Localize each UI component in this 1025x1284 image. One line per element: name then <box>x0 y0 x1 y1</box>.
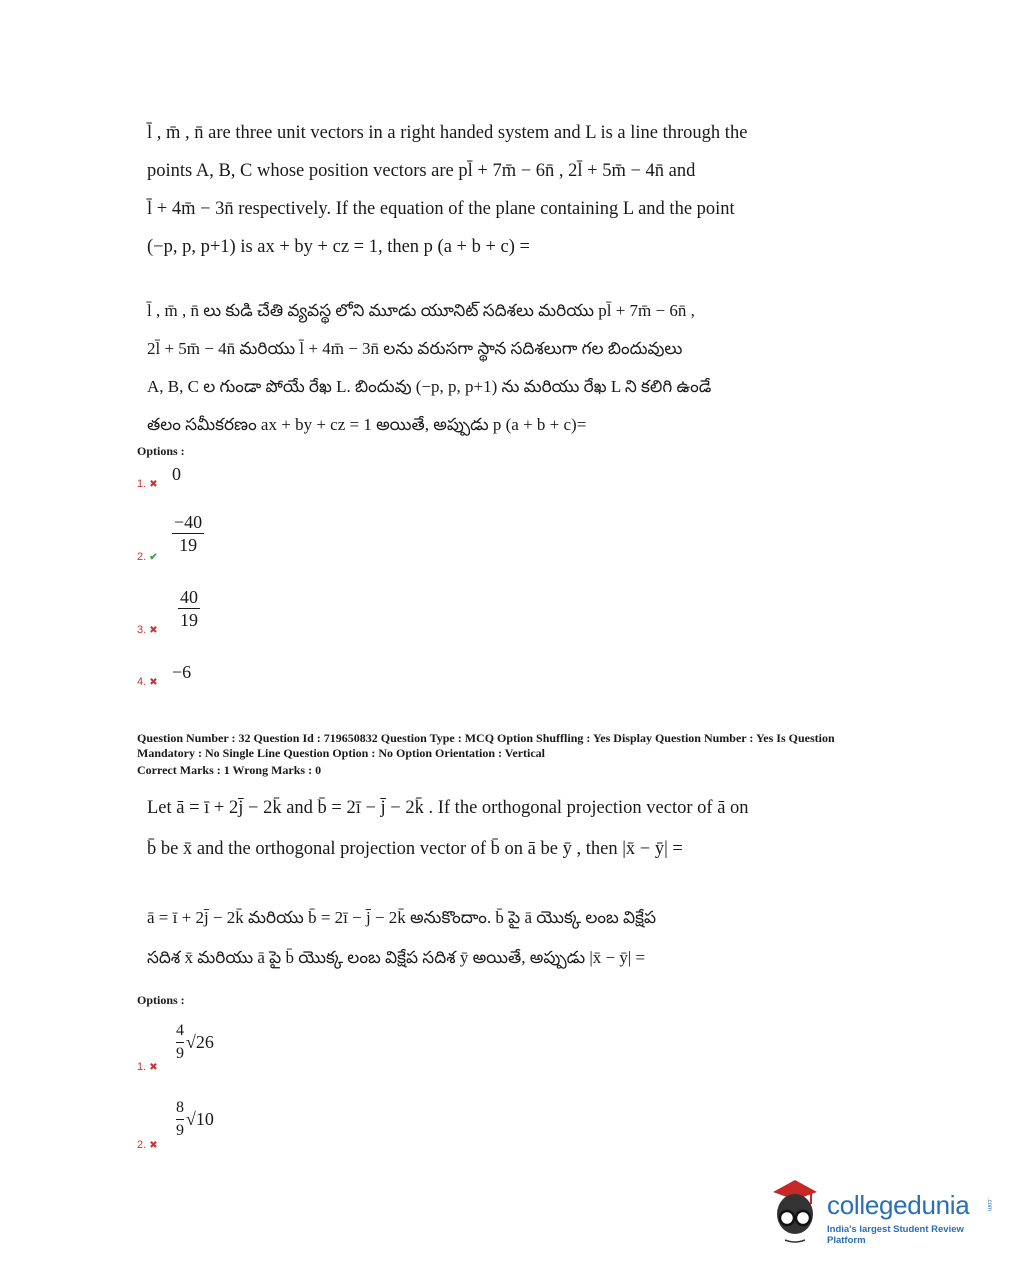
q31-english-line: l̄ , m̄ , n̄ are three unit vectors in a right handed system and L is a line through the <box>147 123 748 143</box>
wrong-mark-icon: ✖ <box>149 677 158 688</box>
q31-telugu-text <box>147 292 795 444</box>
q32-option-1-label: 1. ✖ <box>137 1061 158 1073</box>
collegedunia-logo <box>765 1176 995 1244</box>
q31-english-line: points A, B, C whose position vectors are pl̄ + 7m̄ − 6n̄ , 2l̄ + 5m̄ − 4n̄ and <box>147 161 696 181</box>
fraction-numerator: −40 <box>174 512 203 532</box>
q31-option-2-value <box>172 511 204 556</box>
fraction-numerator: 4 <box>176 1022 184 1039</box>
q32-english-line: Let ā = ī + 2j̄ − 2k̄ and b̄ = 2ī − j̄ − 2k̄ . If the orthogonal projection vector of ā on <box>147 798 749 818</box>
q32-option-2-value <box>174 1097 214 1142</box>
fraction-denominator: 9 <box>176 1119 184 1142</box>
logo-tagline: India's largest Student Review Platform <box>827 1224 964 1246</box>
fraction-denominator: 19 <box>180 610 198 630</box>
square-root: √10 <box>186 1109 214 1129</box>
q31-option-3-label: 3. ✖ <box>137 624 158 636</box>
q31-option-2-label: 2. ✔ <box>137 551 158 563</box>
fraction-numerator: 8 <box>176 1099 184 1116</box>
q31-english-text <box>147 114 795 266</box>
q32-meta-line: Question Number : 32 Question Id : 719650832 Question Type : MCQ Option Shuffling : Yes Display Question Number : Yes Is Question <box>137 731 835 745</box>
q32-telugu-line: ā = ī + 2j̄ − 2k̄ మరియు b̄ = 2ī − j̄ − 2k̄ అనుకొందాం. b̄ పై ā యొక్క లంబ విక్షేప <box>147 908 657 927</box>
q31-option-3-value <box>178 586 200 631</box>
q31-telugu-line: తలం సమీకరణం ax + by + cz = 1 అయితే, అప్పుడు p (a + b + c)= <box>147 415 587 434</box>
wrong-mark-icon: ✖ <box>149 625 158 636</box>
q32-english-text <box>147 788 795 870</box>
q31-english-line: (−p, p, p+1) is ax + by + cz = 1, then p (a + b + c) = <box>147 237 530 257</box>
q32-option-2-label: 2. ✖ <box>137 1139 158 1151</box>
wrong-mark-icon: ✖ <box>149 479 158 490</box>
fraction-numerator: 40 <box>180 587 198 607</box>
q32-telugu-text <box>147 898 795 978</box>
logo-domain: .com <box>986 1198 992 1212</box>
q31-telugu-line: A, B, C ల గుండా పోయే రేఖ L. బిందువు (−p, p, p+1) ను మరియు రేఖ L ని కలిగి ఉండే <box>147 377 712 396</box>
q32-option-1-value <box>174 1020 214 1065</box>
wrong-mark-icon: ✖ <box>149 1062 158 1073</box>
q31-option-1-value: 0 <box>172 464 181 484</box>
q31-english-line: l̄ + 4m̄ − 3n̄ respectively. If the equation of the plane containing L and the point <box>147 199 735 219</box>
q31-telugu-line: l̄ , m̄ , n̄ లు కుడి చేతి వ్యవస్థ లోని మూడు యూనిట్ సదిశలు మరియు pl̄ + 7m̄ − 6n̄ , <box>147 301 695 320</box>
fraction-denominator: 19 <box>179 535 198 555</box>
q32-meta-line: Correct Marks : 1 Wrong Marks : 0 <box>137 763 322 777</box>
q31-option-1-label: 1. ✖ <box>137 478 158 490</box>
logo-wordmark: collegedunia <box>827 1190 970 1220</box>
q32-telugu-line: సదిశ x̄ మరియు ā పై b̄ యొక్క లంబ విక్షేప సదిశ ȳ అయితే, అప్పుడు |x̄ − ȳ| = <box>147 948 646 967</box>
q31-option-4-label: 4. ✖ <box>137 676 158 688</box>
wrong-mark-icon: ✖ <box>149 1140 158 1151</box>
q31-option-4-value: −6 <box>172 662 192 682</box>
fraction-denominator: 9 <box>176 1042 184 1065</box>
correct-check-icon: ✔ <box>149 552 158 563</box>
q31-telugu-line: 2l̄ + 5m̄ − 4n̄ మరియు l̄ + 4m̄ − 3n̄ లను వరుసగా స్థాన సదిశలుగా గల బిందువులు <box>147 339 683 358</box>
q32-metadata <box>137 731 897 778</box>
q32-options-heading: Options : <box>137 993 185 1007</box>
q32-english-line: b̄ be x̄ and the orthogonal projection vector of b̄ on ā be ȳ , then |x̄ − ȳ| = <box>147 839 683 859</box>
q32-meta-line: Mandatory : No Single Line Question Option : No Option Orientation : Vertical <box>137 746 546 760</box>
student-mascot-icon <box>765 1176 825 1244</box>
q31-options-heading: Options : <box>137 444 185 458</box>
square-root: √26 <box>186 1032 214 1052</box>
